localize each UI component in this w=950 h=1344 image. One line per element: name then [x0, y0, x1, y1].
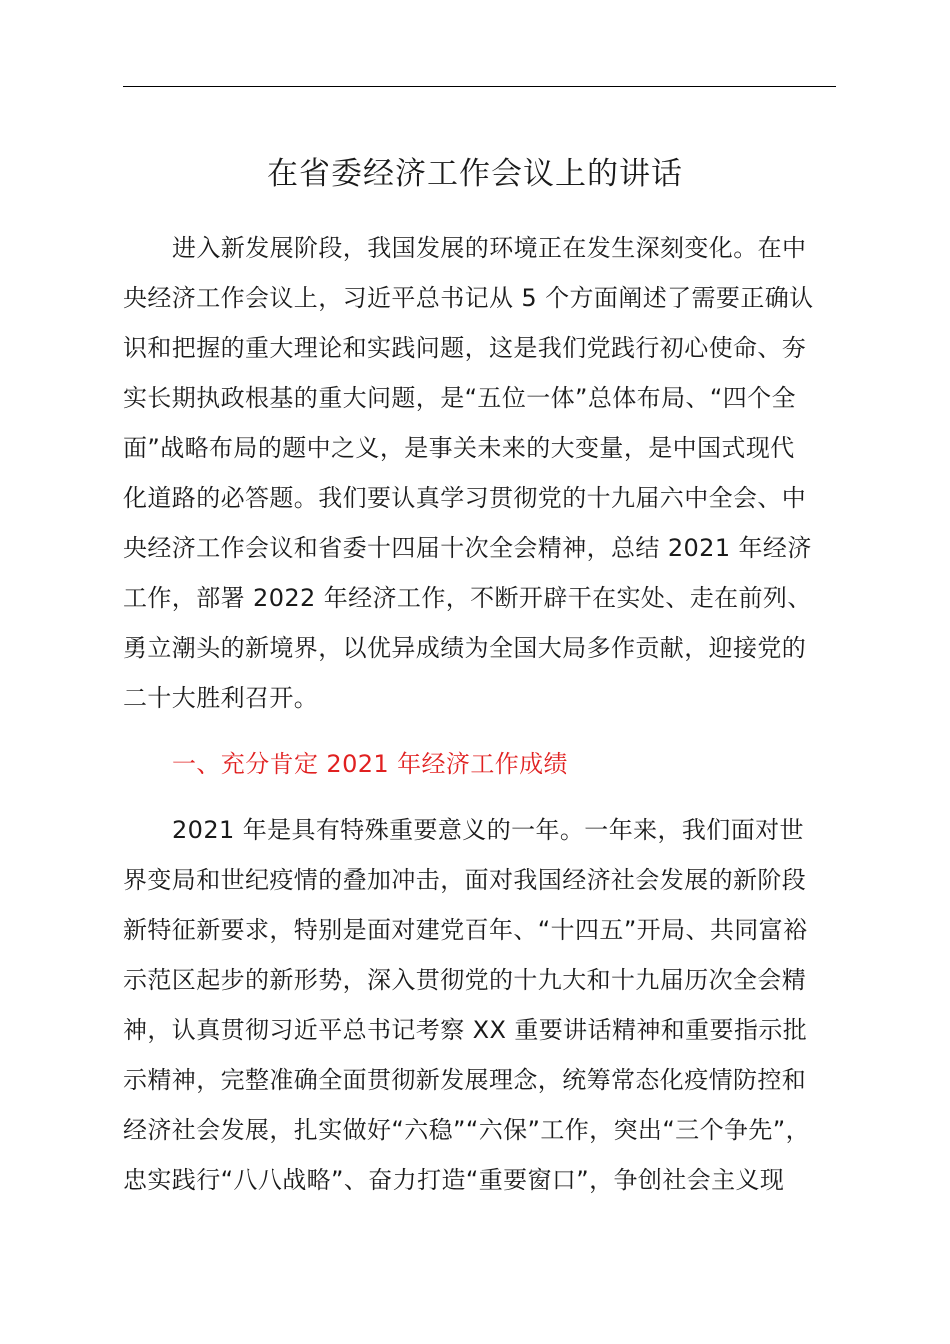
document-title: 在省委经济工作会议上的讲话 [267, 156, 683, 192]
paragraph-2-line: 2021 年是具有特殊重要意义的一年。一年来，我们面对世 [172, 816, 804, 844]
paragraph-2-line: 神，认真贯彻习近平总书记考察 XX 重要讲话精神和重要指示批 [123, 1016, 808, 1044]
paragraph-2-line: 经济社会发展，扎实做好“六稳”“六保”工作，突出“三个争先”， [123, 1116, 810, 1144]
paragraph-1-line: 实长期执政根基的重大问题，是“五位一体”总体布局、“四个全 [123, 384, 796, 412]
paragraph-2-line: 示范区起步的新形势，深入贯彻党的十九大和十九届历次全会精 [123, 966, 807, 994]
paragraph-1-line: 央经济工作会议和省委十四届十次全会精神，总结 2021 年经济 [123, 534, 812, 562]
paragraph-1-line: 工作，部署 2022 年经济工作，不断开辟干在实处、走在前列、 [123, 584, 812, 612]
paragraph-1-line: 二十大胜利召开。 [123, 684, 319, 712]
paragraph-1-line: 化道路的必答题。我们要认真学习贯彻党的十九届六中全会、中 [123, 484, 807, 512]
section-heading: 一、充分肯定 2021 年经济工作成绩 [172, 750, 568, 778]
paragraph-1-line: 识和把握的重大理论和实践问题，这是我们党践行初心使命、夯 [123, 334, 807, 362]
paragraph-2-line: 忠实践行“八八战略”、奋力打造“重要窗口”，争创社会主义现 [123, 1166, 785, 1194]
paragraph-2-line: 示精神，完整准确全面贯彻新发展理念，统筹常态化疫情防控和 [123, 1066, 807, 1094]
paragraph-1-line: 勇立潮头的新境界，以优异成绩为全国大局多作贡献，迎接党的 [123, 634, 807, 662]
paragraph-2-line: 界变局和世纪疫情的叠加冲击，面对我国经济社会发展的新阶段 [123, 866, 807, 894]
paragraph-2-line: 新特征新要求，特别是面对建党百年、“十四五”开局、共同富裕 [123, 916, 808, 944]
paragraph-1-line: 进入新发展阶段，我国发展的环境正在发生深刻变化。在中 [172, 234, 807, 262]
header-rule [123, 86, 836, 87]
paragraph-1-line: 面”战略布局的题中之义，是事关未来的大变量，是中国式现代 [123, 434, 795, 462]
paragraph-1-line: 央经济工作会议上，习近平总书记从 5 个方面阐述了需要正确认 [123, 284, 814, 312]
